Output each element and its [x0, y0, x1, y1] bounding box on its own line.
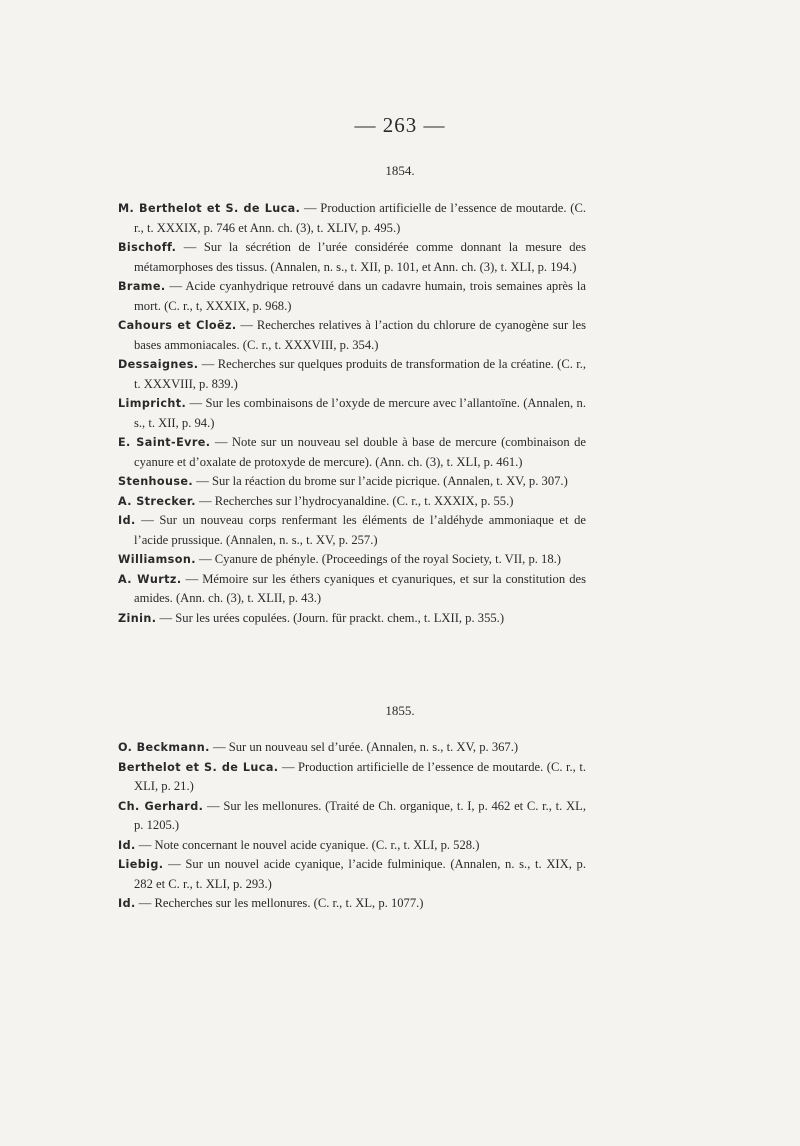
entry-reference: — Recherches sur les mellonures. (C. r., t. XL, p. 1077.)	[135, 896, 424, 910]
bibliography-entry	[118, 855, 586, 894]
entry-reference: — Sur la réaction du brome sur l’acide picrique. (Annalen, t. XV, p. 307.)	[193, 474, 568, 488]
entry-author: Cahours et Cloëz.	[118, 319, 237, 332]
bibliography-entry	[118, 199, 586, 238]
entry-author: Dessaignes.	[118, 358, 199, 371]
entry-author: Id.	[118, 514, 136, 527]
entry-author: A. Wurtz.	[118, 572, 182, 586]
year-heading-1854: 1854.	[385, 163, 415, 178]
entry-author: Williamson.	[118, 553, 196, 566]
bibliography-entry	[118, 836, 586, 856]
entry-author: Liebig.	[118, 858, 164, 871]
bibliography-entry	[118, 894, 586, 914]
bibliography-entry	[118, 394, 586, 433]
entry-reference: — Acide cyanhydrique retrouvé dans un cadavre humain, trois semaines après la mort. (C. r., t, XXXIX, p. 968.)	[134, 279, 586, 313]
bibliography-entry	[118, 277, 586, 316]
entry-author: E. Saint-Evre.	[118, 436, 211, 449]
entry-reference: — Production artificielle de l’essence de moutarde. (C. r., t. XLI, p. 21.)	[134, 759, 586, 793]
bibliography-entry	[118, 609, 586, 629]
bibliography-entry	[118, 472, 586, 492]
year-heading-1855: 1855.	[385, 703, 415, 718]
entry-author: Id.	[118, 838, 136, 852]
bibliography-entry	[118, 797, 586, 836]
entry-author: Stenhouse.	[118, 475, 194, 488]
bibliography-section-1855	[118, 738, 586, 914]
entry-reference: — Sur un nouveau sel d’urée. (Annalen, n. s., t. XV, p. 367.)	[209, 740, 519, 754]
bibliography-entry	[118, 316, 586, 355]
entry-author: M. Berthelot et S. de Luca.	[118, 202, 301, 215]
entry-author: Zinin.	[118, 611, 157, 625]
entry-reference: — Sur les mellonures. (Traité de Ch. organique, t. I, p. 462 et C. r., t. XL, p. 1205.)	[134, 798, 586, 832]
entry-author: O. Beckmann.	[118, 741, 210, 754]
entry-author: Id.	[118, 897, 136, 910]
entry-reference: — Mémoire sur les éthers cyaniques et cyanuriques, et sur la constitution des amides. (Ann. ch. (3), t. XLII, p. 43.)	[134, 571, 587, 605]
bibliography-entry	[118, 355, 586, 394]
entry-reference: — Sur la sécrétion de l’urée considérée comme donnant la mesure des métamorphoses des tissus. (Annalen, n. s., t. XII, p. 101, et Ann. ch. (3), t. XLI, p. 194.)	[134, 240, 586, 274]
bibliography-entry	[118, 738, 586, 758]
entry-reference: — Sur les combinaisons de l’oxyde de mercure avec l’allantoïne. (Annalen, n. s., t. XII, p. 94.)	[134, 396, 586, 430]
entry-reference: — Recherches relatives à l’action du chlorure de cyanogène sur les bases ammoniacales. (C. r., t. XXXVIII, p. 354.)	[134, 318, 586, 352]
entry-reference: — Recherches sur quelques produits de transformation de la créatine. (C. r., t. XXXVIII, p. 839.)	[134, 357, 586, 391]
page-number: — 263 —	[354, 113, 446, 137]
entry-author: A. Strecker.	[118, 494, 196, 508]
entry-reference: — Note sur un nouveau sel double à base de mercure (combinaison de cyanure et d’oxalate de protoxyde de mercure). (Ann. ch. (3), t. XLI, p. 461.)	[134, 435, 587, 469]
bibliography-entry	[118, 758, 586, 797]
entry-reference: — Sur un nouvel acide cyanique, l’acide fulminique. (Annalen, n. s., t. XIX, p. 282 et C. r., t. XLI, p. 293.)	[134, 857, 586, 891]
bibliography-section-1854	[118, 199, 586, 628]
bibliography-entry	[118, 550, 586, 570]
entry-reference: — Sur les urées copulées. (Journ. für prackt. chem., t. LXII, p. 355.)	[156, 610, 505, 625]
entry-reference: — Cyanure de phényle. (Proceedings of the royal Society, t. VII, p. 18.)	[195, 552, 561, 566]
bibliography-entry	[118, 570, 586, 609]
entry-reference: — Sur un nouveau corps renfermant les éléments de l’aldéhyde ammoniaque et de l’acide prussique. (Annalen, n. s., t. XV, p. 257.)	[134, 513, 586, 547]
entry-author: Berthelot et S. de Luca.	[118, 760, 279, 774]
bibliography-entry	[118, 492, 586, 512]
bibliography-entry	[118, 433, 586, 472]
entry-reference: — Production artificielle de l’essence de moutarde. (C. r., t. XXXIX, p. 746 et Ann. ch. (3), t. XLIV, p. 495.)	[134, 201, 587, 235]
entry-author: Brame.	[118, 280, 166, 293]
entry-author: Bischoff.	[118, 241, 177, 254]
bibliography-entry	[118, 238, 586, 277]
entry-author: Limpricht.	[118, 397, 187, 410]
entry-author: Ch. Gerhard.	[118, 799, 204, 813]
bibliography-entry	[118, 511, 586, 550]
entry-reference: — Note concernant le nouvel acide cyanique. (C. r., t. XLI, p. 528.)	[135, 837, 480, 852]
entry-reference: — Recherches sur l’hydrocyanaldine. (C. r., t. XXXIX, p. 55.)	[195, 493, 514, 508]
